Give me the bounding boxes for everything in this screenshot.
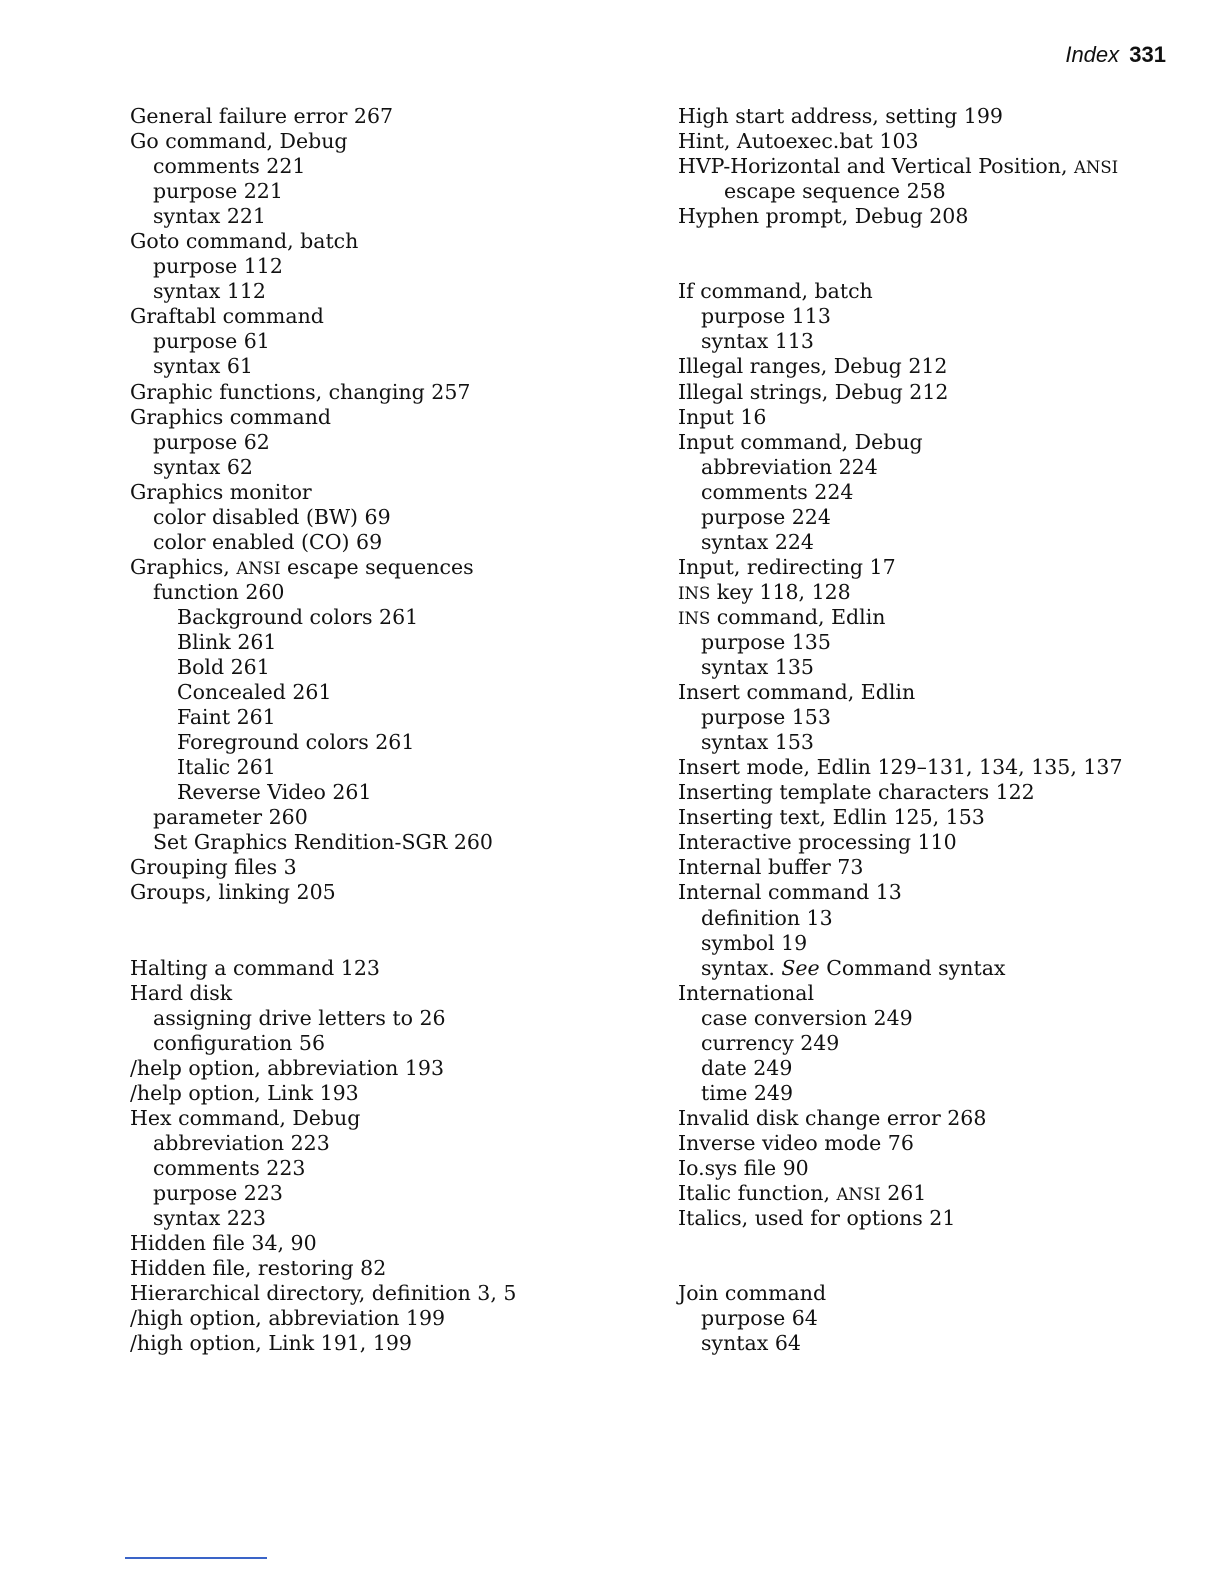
index-subentry: Bold 261: [177, 655, 270, 680]
index-subentry: abbreviation 224: [701, 454, 878, 479]
header-section: Index: [1065, 42, 1120, 67]
index-subentry: function 260: [153, 579, 285, 604]
index-entry: Interactive processing 110: [678, 830, 957, 855]
index-subentry: syntax 153: [701, 730, 814, 755]
index-subentry: syntax 224: [701, 529, 814, 554]
index-entry: /help option, Link 193: [130, 1080, 359, 1105]
index-entry: INS key 118, 128: [678, 579, 851, 604]
index-entry: International: [678, 980, 815, 1005]
index-entry: /high option, abbreviation 199: [130, 1306, 446, 1331]
entry-text: syntax.: [701, 955, 782, 980]
index-entry: Graphics, ANSI escape sequences: [130, 554, 474, 579]
index-subentry: purpose 64: [701, 1306, 818, 1331]
see-target: Command syntax: [819, 955, 1006, 980]
index-subentry: syntax 112: [153, 279, 266, 304]
index-entry: Input, redirecting 17: [678, 554, 896, 579]
index-subentry: parameter 260: [153, 805, 308, 830]
index-subentry: comments 221: [153, 154, 306, 179]
index-entry: /help option, abbreviation 193: [130, 1055, 445, 1080]
index-entry: Internal buffer 73: [678, 855, 864, 880]
index-entry: Groups, linking 205: [130, 880, 336, 905]
index-entry: If command, batch: [678, 279, 873, 304]
page-number: 331: [1129, 42, 1166, 67]
index-subentry: purpose 61: [153, 329, 270, 354]
letter-group-gap: [678, 229, 1198, 279]
index-entry: Italic function, ANSI 261: [678, 1181, 927, 1206]
index-entry: Go command, Debug: [130, 129, 348, 154]
letter-group-gap: [678, 1231, 1198, 1281]
index-entry: Input command, Debug: [678, 429, 923, 454]
index-subentry: [678, 956, 1198, 981]
index-subentry: purpose 62: [153, 429, 270, 454]
letter-group-gap: [130, 906, 650, 956]
index-subentry: comments 223: [153, 1155, 306, 1180]
index-entry: Goto command, batch: [130, 229, 359, 254]
index-entry: Graphics command: [130, 404, 332, 429]
index-entry: HVP-Horizontal and Vertical Position, ANSI: [678, 154, 1119, 179]
index-subentry: currency 249: [701, 1030, 840, 1055]
index-entry: Join command: [678, 1281, 827, 1306]
index-entry: Inserting template characters 122: [678, 780, 1035, 805]
index-subentry: date 249: [701, 1055, 793, 1080]
index-entry: Graphics monitor: [130, 479, 312, 504]
index-entry: Illegal strings, Debug 212: [678, 379, 949, 404]
index-column-left: [130, 104, 650, 1356]
index-entry: Hint, Autoexec.bat 103: [678, 129, 919, 154]
index-subentry: syntax 62: [153, 454, 253, 479]
index-entry: General failure error 267: [130, 104, 394, 128]
index-subentry: purpose 135: [701, 629, 831, 654]
see-reference: See: [781, 955, 820, 980]
index-subentry: time 249: [701, 1080, 794, 1105]
index-subentry: Concealed 261: [177, 680, 332, 705]
index-entry: Inverse video mode 76: [678, 1130, 914, 1155]
running-header: [1065, 42, 1166, 68]
index-subentry: purpose 223: [153, 1181, 283, 1206]
index-subentry: purpose 153: [701, 705, 831, 730]
index-entry: Hex command, Debug: [130, 1105, 361, 1130]
index-subentry: purpose 113: [701, 304, 831, 329]
index-subentry: case conversion 249: [701, 1005, 913, 1030]
index-subentry: purpose 224: [701, 504, 831, 529]
index-subentry: syntax 221: [153, 204, 266, 229]
index-entry: Hard disk: [130, 980, 233, 1005]
index-entry: Inserting text, Edlin 125, 153: [678, 805, 985, 830]
index-subentry: syntax 135: [701, 655, 814, 680]
index-entry: /high option, Link 191, 199: [130, 1331, 412, 1356]
index-subentry: comments 224: [701, 479, 854, 504]
index-subentry: Foreground colors 261: [177, 730, 415, 755]
index-entry: INS command, Edlin: [678, 604, 886, 629]
index-entry: Hidden file, restoring 82: [130, 1256, 387, 1281]
index-entry: Graphic functions, changing 257: [130, 379, 471, 404]
index-entry: Graftabl command: [130, 304, 324, 329]
index-subentry: color disabled (BW) 69: [153, 504, 391, 529]
index-entry: Grouping files 3: [130, 855, 297, 880]
index-subentry: syntax 64: [701, 1331, 801, 1356]
index-entry: Invalid disk change error 268: [678, 1105, 987, 1130]
index-subentry: abbreviation 223: [153, 1130, 330, 1155]
index-entry: Halting a command 123: [130, 955, 380, 980]
index-subentry: syntax 113: [701, 329, 814, 354]
footer-rule: [125, 1557, 267, 1559]
index-subentry: Faint 261: [177, 705, 276, 730]
index-entry: Insert command, Edlin: [678, 680, 916, 705]
index-subentry: definition 13: [701, 905, 833, 930]
index-subentry: configuration 56: [153, 1030, 325, 1055]
index-entry: Internal command 13: [678, 880, 902, 905]
index-subentry: purpose 221: [153, 179, 283, 204]
index-entry: Italics, used for options 21: [678, 1206, 956, 1231]
index-subentry: syntax 61: [153, 354, 253, 379]
index-entry: Hierarchical directory, definition 3, 5: [130, 1281, 517, 1306]
index-entry: Hidden file 34, 90: [130, 1231, 317, 1256]
index-column-right: [678, 104, 1198, 1356]
index-subentry: color enabled (CO) 69: [153, 529, 383, 554]
index-entry: Illegal ranges, Debug 212: [678, 354, 948, 379]
index-subentry: Reverse Video 261: [177, 780, 372, 805]
index-subentry: Blink 261: [177, 629, 277, 654]
index-subentry: Set Graphics Rendition-SGR 260: [153, 830, 493, 855]
index-entry: Insert mode, Edlin 129–131, 134, 135, 137: [678, 755, 1123, 780]
index-entry: Hyphen prompt, Debug 208: [678, 204, 969, 229]
index-entry: High start address, setting 199: [678, 104, 1003, 128]
index-subentry: syntax 223: [153, 1206, 266, 1231]
index-subentry: assigning drive letters to 26: [153, 1005, 446, 1030]
index-subentry: symbol 19: [701, 930, 808, 955]
index-subentry: Italic 261: [177, 755, 276, 780]
index-subentry: purpose 112: [153, 254, 283, 279]
index-subentry: Background colors 261: [177, 604, 419, 629]
index-entry-continuation: escape sequence 258: [724, 179, 946, 204]
index-entry: Input 16: [678, 404, 767, 429]
index-entry: Io.sys file 90: [678, 1155, 809, 1180]
